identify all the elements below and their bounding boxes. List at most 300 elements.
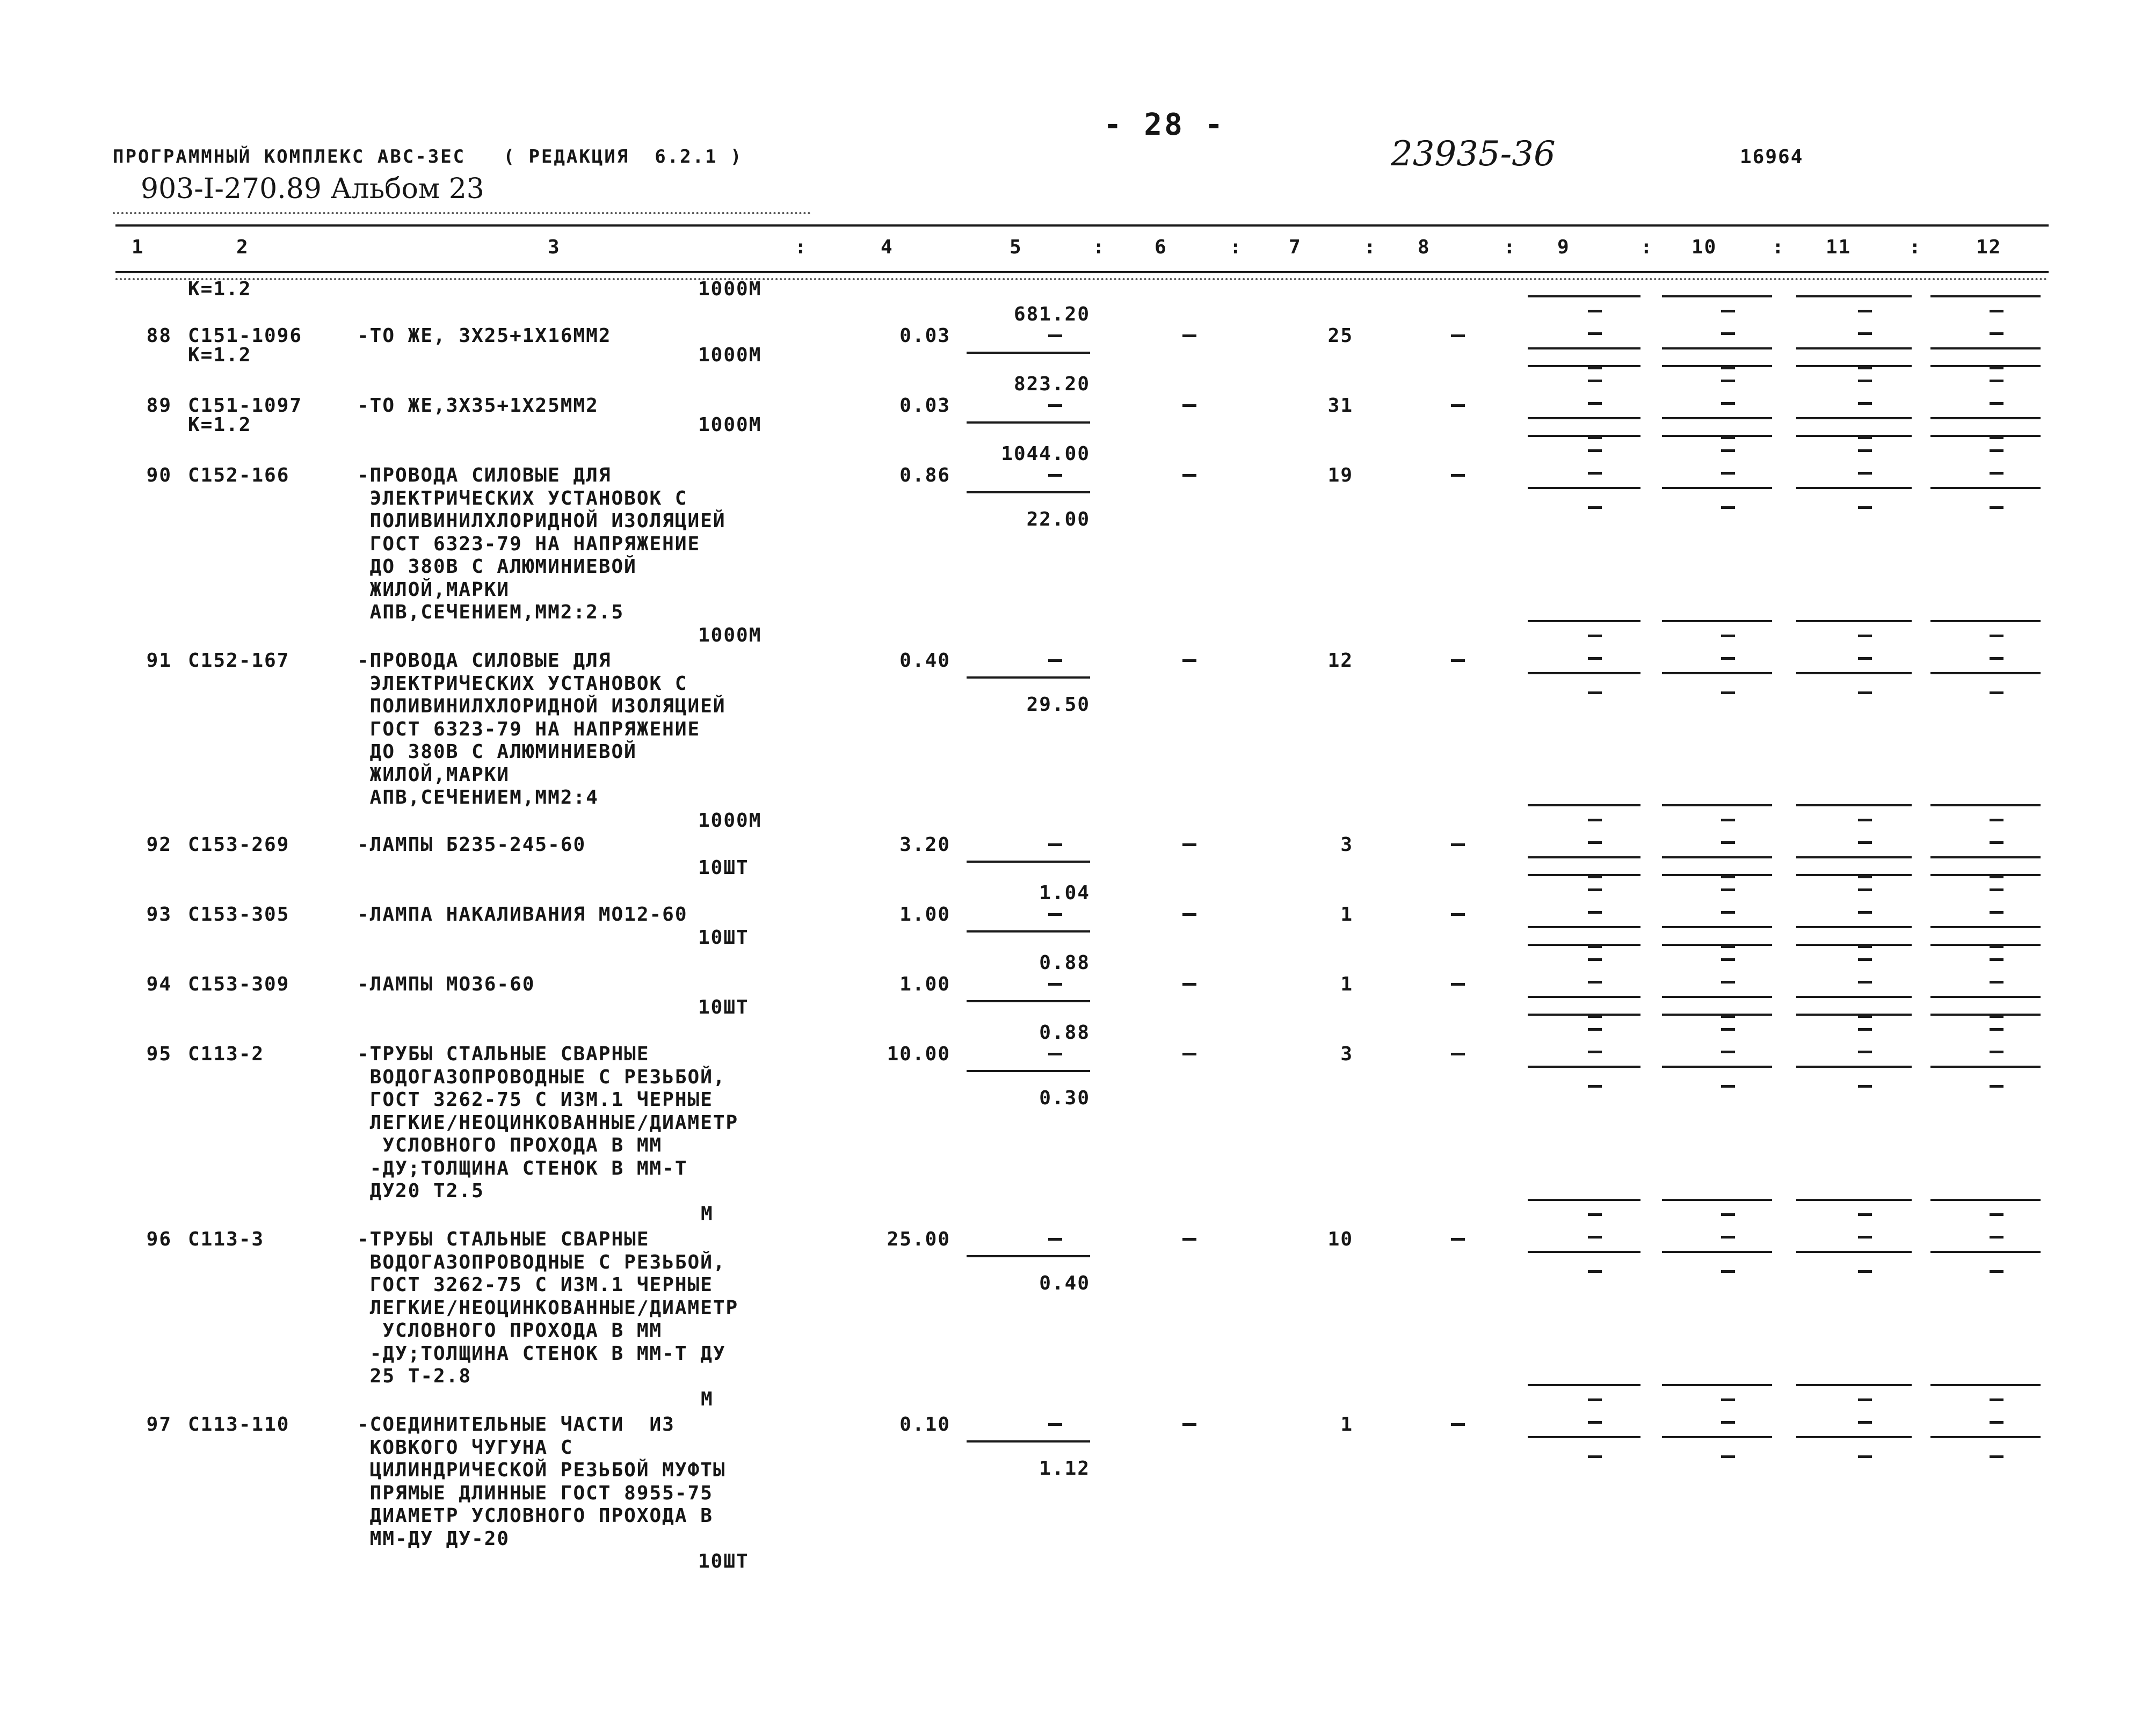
row-description-line: АПВ,СЕЧЕНИЕМ,ММ2:4: [357, 786, 599, 808]
row-col8-dash: [1451, 404, 1465, 407]
row-col9-fraction-line: [1528, 856, 1640, 858]
row-col12-dash-mid: [1990, 1236, 2003, 1239]
column-separator: :: [1909, 236, 1922, 258]
row-col12-dash-mid: [1990, 981, 2003, 984]
row-col9-dash-bottom: [1588, 1455, 1602, 1458]
row-description-line: ЛЕГКИЕ/НЕОЦИНКОВАННЫЕ/ДИАМЕТР: [357, 1111, 739, 1134]
row-col9-fraction-line: [1528, 926, 1640, 928]
row-col12-fraction-line: [1930, 672, 2041, 674]
row-col10-dash-top: [1721, 380, 1735, 382]
row-col9-separator: [1528, 1014, 1640, 1016]
column-separator: :: [795, 236, 808, 258]
row-col9-separator: [1528, 944, 1640, 946]
row-col9-dash-top: [1588, 380, 1602, 382]
row-col11-dash-mid: [1858, 1421, 1872, 1424]
row-col12-separator: [1930, 620, 2041, 622]
row-description-line: ЖИЛОЙ,МАРКИ: [357, 578, 510, 601]
row-col9-fraction-line: [1528, 347, 1640, 349]
row-col11-dash-bottom: [1858, 1270, 1872, 1273]
row-col11-dash-bottom: [1858, 506, 1872, 509]
row-col10-separator: [1662, 620, 1772, 622]
row-col8-dash: [1451, 983, 1465, 986]
row-col5-bottom: 29.50: [1026, 694, 1090, 716]
row-col12-dash-top: [1990, 1398, 2003, 1401]
row-col11-separator: [1796, 620, 1912, 622]
row-col4-value: 0.03: [899, 325, 950, 347]
row-code: C151-1097: [188, 395, 303, 417]
row-col10-fraction-line: [1662, 347, 1772, 349]
row-col9-dash-mid: [1588, 402, 1602, 405]
column-header-2: 2: [236, 236, 249, 258]
row-col11-fraction-line: [1796, 487, 1912, 489]
row-col8-dash: [1451, 1423, 1465, 1426]
row-col9-dash-top: [1588, 310, 1602, 312]
row-col9-dash-mid: [1588, 841, 1602, 844]
row-description-line: 25 Т-2.8: [357, 1365, 472, 1387]
row-col5-dash: [1048, 1053, 1062, 1055]
row-col9-separator: [1528, 295, 1640, 297]
row-description-line: ДО 380В С АЛЮМИНИЕВОЙ: [357, 741, 637, 763]
row-code: C113-110: [188, 1414, 290, 1436]
row-col6-dash: [1182, 1423, 1196, 1426]
row-col9-dash-bottom: [1588, 506, 1602, 509]
row-col11-dash-top: [1858, 380, 1872, 382]
column-header-1: 1: [132, 236, 144, 258]
row-description-line: ДО 380В С АЛЮМИНИЕВОЙ: [357, 556, 637, 578]
row-col12-dash-mid: [1990, 332, 2003, 335]
row-col8-dash: [1451, 843, 1465, 846]
row-col12-fraction-line: [1930, 1436, 2041, 1438]
row-number: 93: [146, 904, 172, 926]
column-header-7: 7: [1289, 236, 1302, 258]
program-line: ПРОГРАММНЫЙ КОМПЛЕКС АВС-3ЕС ( РЕДАКЦИЯ 6.2.1 ): [113, 146, 743, 167]
row-col11-dash-top: [1858, 449, 1872, 452]
row-description-line: -ТО ЖЕ, 3X25+1X16MM2: [357, 325, 612, 347]
row-col10-dash-top: [1721, 1398, 1735, 1401]
row-col10-dash-top: [1721, 1213, 1735, 1216]
row-description-line: ПОЛИВИНИЛХЛОРИДНОЙ ИЗОЛЯЦИЕЙ: [357, 695, 726, 717]
header-dotted-rule: [113, 212, 811, 214]
row-col10-dash-top: [1721, 449, 1735, 452]
row-number: 97: [146, 1414, 172, 1436]
row-col9-dash-top: [1588, 819, 1602, 821]
row-col12-fraction-line: [1930, 417, 2041, 419]
column-header-rule: [115, 271, 2049, 273]
row-description-line: ВОДОГАЗОПРОВОДНЫЕ С РЕЗЬБОЙ,: [357, 1251, 726, 1273]
row-number: 94: [146, 973, 172, 995]
row-col10-dash-top: [1721, 888, 1735, 891]
row-col11-fraction-line: [1796, 347, 1912, 349]
row-code: C113-3: [188, 1228, 265, 1250]
row-col5-fraction-line: [967, 1000, 1090, 1002]
row-description-line: -ЛАМПА НАКАЛИВАНИЯ МО12-60: [357, 904, 688, 926]
row-unit: M: [701, 1203, 714, 1225]
row-col5-dash: [1048, 474, 1062, 477]
row-col9-fraction-line: [1528, 1251, 1640, 1253]
row-unit: M: [701, 1388, 714, 1410]
row-col9-dash-top: [1588, 449, 1602, 452]
row-col10-dash-mid: [1721, 1051, 1735, 1053]
row-col10-dash-mid: [1721, 1236, 1735, 1239]
row-col10-dash-top: [1721, 310, 1735, 312]
top-fragment-k: K=1.2: [188, 278, 252, 300]
row-description-line: -ПРОВОДА СИЛОВЫЕ ДЛЯ: [357, 464, 612, 486]
row-col10-dash-bottom: [1721, 506, 1735, 509]
row-unit: 1000M: [698, 624, 762, 646]
row-col5-top: 1044.00: [1001, 443, 1090, 465]
row-col9-separator: [1528, 1199, 1640, 1201]
row-col11-dash-bottom: [1858, 691, 1872, 694]
row-description-line: ЭЛЕКТРИЧЕСКИХ УСТАНОВОК С: [357, 672, 688, 695]
row-col6-dash: [1182, 1053, 1196, 1055]
row-col10-separator: [1662, 804, 1772, 806]
row-number: 95: [146, 1043, 172, 1065]
row-col12-separator: [1930, 295, 2041, 297]
row-col12-dash-top: [1990, 819, 2003, 821]
row-col9-dash-mid: [1588, 1236, 1602, 1239]
row-description-line: ПРЯМЫЕ ДЛИННЫЕ ГОСТ 8955-75: [357, 1482, 713, 1504]
row-col10-dash-top: [1721, 819, 1735, 821]
row-col4-value: 0.40: [899, 650, 950, 672]
row-col10-separator: [1662, 874, 1772, 876]
row-col12-dash-mid: [1990, 402, 2003, 405]
row-description-line: ММ-ДУ ДУ-20: [357, 1527, 510, 1550]
column-separator: :: [1364, 236, 1377, 258]
row-col6-dash: [1182, 1238, 1196, 1241]
column-separator: :: [1640, 236, 1653, 258]
row-col11-dash-top: [1858, 819, 1872, 821]
row-col10-fraction-line: [1662, 672, 1772, 674]
row-col10-separator: [1662, 295, 1772, 297]
row-description-line: ГОСТ 6323-79 НА НАПРЯЖЕНИЕ: [357, 533, 701, 555]
row-col10-dash-bottom: [1721, 691, 1735, 694]
row-col12-dash-mid: [1990, 1051, 2003, 1053]
row-col11-dash-top: [1858, 1213, 1872, 1216]
row-col10-dash-mid: [1721, 332, 1735, 335]
row-col9-fraction-line: [1528, 1436, 1640, 1438]
row-col9-dash-top: [1588, 1213, 1602, 1216]
row-col12-separator: [1930, 944, 2041, 946]
row-col7-value: 1: [1340, 1414, 1353, 1436]
row-col6-dash: [1182, 983, 1196, 986]
row-number: 88: [146, 325, 172, 347]
row-description-line: ДИАМЕТР УСЛОВНОГО ПРОХОДА В: [357, 1505, 713, 1527]
row-col10-separator: [1662, 1384, 1772, 1386]
row-col7-value: 25: [1327, 325, 1353, 347]
row-number: 89: [146, 395, 172, 417]
row-col4-value: 25.00: [887, 1228, 950, 1250]
column-header-12: 12: [1976, 236, 2002, 258]
row-col9-dash-mid: [1588, 657, 1602, 660]
column-separator: :: [1093, 236, 1106, 258]
row-col5-fraction-line: [967, 1440, 1090, 1443]
row-description-line: ГОСТ 6323-79 НА НАПРЯЖЕНИЕ: [357, 718, 701, 740]
row-col5-dash: [1048, 659, 1062, 662]
row-col10-dash-top: [1721, 1028, 1735, 1031]
row-description-line: -ЛАМПЫ МО36-60: [357, 973, 535, 995]
row-description-line: -ЛАМПЫ Б235-245-60: [357, 834, 586, 856]
row-description-line: ПОЛИВИНИЛХЛОРИДНОЙ ИЗОЛЯЦИЕЙ: [357, 510, 726, 532]
row-col12-dash-bottom: [1990, 1455, 2003, 1458]
row-unit: 10ШТ: [698, 996, 749, 1018]
row-col7-value: 10: [1327, 1228, 1353, 1250]
row-col4-value: 1.00: [899, 973, 950, 995]
row-col11-fraction-line: [1796, 856, 1912, 858]
row-col11-dash-mid: [1858, 1236, 1872, 1239]
row-col5-dash: [1048, 334, 1062, 337]
row-col11-fraction-line: [1796, 926, 1912, 928]
row-col12-separator: [1930, 365, 2041, 367]
row-col10-dash-mid: [1721, 911, 1735, 914]
row-col9-fraction-line: [1528, 417, 1640, 419]
row-description-line: -ТО ЖЕ,3X35+1X25MM2: [357, 395, 599, 417]
row-col10-fraction-line: [1662, 996, 1772, 998]
row-col5-fraction-line: [967, 421, 1090, 424]
row-col11-separator: [1796, 365, 1912, 367]
row-col5-fraction-line: [967, 861, 1090, 863]
row-col4-value: 0.03: [899, 395, 950, 417]
row-col10-dash-bottom: [1721, 1085, 1735, 1088]
row-col7-value: 12: [1327, 650, 1353, 672]
row-col9-separator: [1528, 804, 1640, 806]
row-col11-dash-bottom: [1858, 1455, 1872, 1458]
row-col12-fraction-line: [1930, 487, 2041, 489]
row-col12-separator: [1930, 435, 2041, 437]
row-col9-separator: [1528, 365, 1640, 367]
row-col12-dash-bottom: [1990, 1270, 2003, 1273]
row-col11-dash-mid: [1858, 332, 1872, 335]
row-description-line: -ДУ;ТОЛЩИНА СТЕНОК В ММ-Т ДУ: [357, 1342, 726, 1365]
row-col10-dash-top: [1721, 958, 1735, 961]
row-col6-dash: [1182, 404, 1196, 407]
row-col11-dash-top: [1858, 888, 1872, 891]
row-col10-separator: [1662, 365, 1772, 367]
row-col5-top: 0.88: [1039, 1022, 1090, 1044]
row-col12-dash-mid: [1990, 472, 2003, 475]
row-col6-dash: [1182, 659, 1196, 662]
row-col7-value: 3: [1340, 834, 1353, 856]
column-header-11: 11: [1826, 236, 1852, 258]
row-col5-fraction-line: [967, 930, 1090, 933]
row-description-line: АПВ,СЕЧЕНИЕМ,ММ2:2.5: [357, 601, 625, 623]
row-col9-dash-mid: [1588, 911, 1602, 914]
row-col5-bottom: 0.40: [1039, 1272, 1090, 1294]
row-col10-dash-mid: [1721, 402, 1735, 405]
row-description-line: ЖИЛОЙ,МАРКИ: [357, 763, 510, 786]
row-col12-dash-top: [1990, 310, 2003, 312]
row-col12-dash-mid: [1990, 657, 2003, 660]
row-col5-bottom: 0.30: [1039, 1087, 1090, 1109]
row-col11-dash-bottom: [1858, 1085, 1872, 1088]
row-col10-fraction-line: [1662, 1251, 1772, 1253]
row-col10-fraction-line: [1662, 926, 1772, 928]
row-col12-fraction-line: [1930, 347, 2041, 349]
row-col11-dash-top: [1858, 1028, 1872, 1031]
column-header-8: 8: [1418, 236, 1431, 258]
row-col12-dash-mid: [1990, 841, 2003, 844]
row-col12-fraction-line: [1930, 856, 2041, 858]
row-description-line: УСЛОВНОГО ПРОХОДА В ММ: [357, 1134, 663, 1156]
row-col4-value: 10.00: [887, 1043, 950, 1065]
row-col11-dash-mid: [1858, 472, 1872, 475]
row-col10-separator: [1662, 1014, 1772, 1016]
row-number: 96: [146, 1228, 172, 1250]
row-col7-value: 19: [1327, 464, 1353, 486]
row-col5-fraction-line: [967, 1255, 1090, 1257]
row-col9-separator: [1528, 435, 1640, 437]
row-col6-dash: [1182, 913, 1196, 916]
column-separator: :: [1230, 236, 1243, 258]
row-col12-separator: [1930, 804, 2041, 806]
row-col11-separator: [1796, 804, 1912, 806]
page-number: - 28 -: [1104, 107, 1225, 142]
row-code: C151-1096: [188, 325, 303, 347]
row-col12-dash-top: [1990, 635, 2003, 637]
row-col9-dash-bottom: [1588, 1270, 1602, 1273]
row-col5-dash: [1048, 1238, 1062, 1241]
row-description-line: ГОСТ 3262-75 С ИЗМ.1 ЧЕРНЫЕ: [357, 1274, 713, 1296]
row-col12-dash-mid: [1990, 1421, 2003, 1424]
row-col9-fraction-line: [1528, 487, 1640, 489]
row-col8-dash: [1451, 659, 1465, 662]
row-col9-dash-top: [1588, 958, 1602, 961]
doc-number: 16964: [1740, 146, 1804, 168]
column-header-6: 6: [1155, 236, 1167, 258]
row-col12-fraction-line: [1930, 1066, 2041, 1068]
row-col9-separator: [1528, 874, 1640, 876]
row-col4-value: 1.00: [899, 904, 950, 926]
row-col11-dash-mid: [1858, 402, 1872, 405]
row-col11-fraction-line: [1796, 417, 1912, 419]
row-col7-value: 1: [1340, 904, 1353, 926]
row-col4-value: 0.86: [899, 464, 950, 486]
row-col10-fraction-line: [1662, 417, 1772, 419]
row-col10-separator: [1662, 1199, 1772, 1201]
row-col9-fraction-line: [1528, 996, 1640, 998]
row-col9-dash-mid: [1588, 472, 1602, 475]
row-col10-dash-top: [1721, 635, 1735, 637]
row-col4-value: 0.10: [899, 1414, 950, 1436]
row-col5-dash: [1048, 913, 1062, 916]
row-description-line: УСЛОВНОГО ПРОХОДА В ММ: [357, 1320, 663, 1342]
table-top-rule: [115, 224, 2049, 227]
column-header-5: 5: [1010, 236, 1022, 258]
row-col11-dash-top: [1858, 1398, 1872, 1401]
row-col5-dash: [1048, 983, 1062, 986]
row-col8-dash: [1451, 474, 1465, 477]
album-title: 903-I-270.89 Альбом 23: [141, 173, 484, 205]
row-col11-dash-mid: [1858, 1051, 1872, 1053]
row-col10-dash-mid: [1721, 657, 1735, 660]
row-col11-fraction-line: [1796, 672, 1912, 674]
row-col12-separator: [1930, 1014, 2041, 1016]
row-description-line: ДУ20 Т2.5: [357, 1180, 484, 1202]
row-description-line: КОВКОГО ЧУГУНА С: [357, 1436, 574, 1459]
column-separator: :: [1504, 236, 1516, 258]
column-header-10: 10: [1692, 236, 1717, 258]
row-unit: 1000M: [698, 809, 762, 832]
row-description-line: ЭЛЕКТРИЧЕСКИХ УСТАНОВОК С: [357, 487, 688, 509]
row-col9-dash-mid: [1588, 1421, 1602, 1424]
row-number: 90: [146, 464, 172, 486]
row-col12-fraction-line: [1930, 996, 2041, 998]
row-unit: 10ШТ: [698, 1550, 749, 1572]
row-description-line: ЛЕГКИЕ/НЕОЦИНКОВАННЫЕ/ДИАМЕТР: [357, 1296, 739, 1319]
row-col11-separator: [1796, 1014, 1912, 1016]
row-col12-separator: [1930, 874, 2041, 876]
top-fragment-unit: 1000M: [698, 278, 762, 300]
row-description-line: -ПРОВОДА СИЛОВЫЕ ДЛЯ: [357, 650, 612, 672]
row-col12-dash-mid: [1990, 911, 2003, 914]
row-description-line: -ТРУБЫ СТАЛЬНЫЕ СВАРНЫЕ: [357, 1228, 650, 1250]
row-col11-dash-mid: [1858, 911, 1872, 914]
row-col5-top: 1.04: [1039, 882, 1090, 904]
row-description-line: ГОСТ 3262-75 С ИЗМ.1 ЧЕРНЫЕ: [357, 1089, 713, 1111]
row-coefficient: K=1.2: [188, 344, 252, 366]
row-col10-fraction-line: [1662, 856, 1772, 858]
row-code: C113-2: [188, 1043, 265, 1065]
row-col10-fraction-line: [1662, 1066, 1772, 1068]
row-col5-top: 681.20: [1013, 303, 1090, 325]
row-col11-separator: [1796, 944, 1912, 946]
row-description-line: ВОДОГАЗОПРОВОДНЫЕ С РЕЗЬБОЙ,: [357, 1066, 726, 1088]
row-col11-dash-top: [1858, 635, 1872, 637]
row-col11-dash-mid: [1858, 841, 1872, 844]
row-description-line: -ТРУБЫ СТАЛЬНЫЕ СВАРНЫЕ: [357, 1043, 650, 1065]
row-col12-dash-bottom: [1990, 1085, 2003, 1088]
row-col10-fraction-line: [1662, 1436, 1772, 1438]
row-col12-dash-top: [1990, 1028, 2003, 1031]
row-col5-fraction-line: [967, 352, 1090, 354]
row-col8-dash: [1451, 1053, 1465, 1055]
handwritten-code: 23935-36: [1391, 134, 1556, 174]
row-col11-dash-top: [1858, 958, 1872, 961]
row-col9-dash-bottom: [1588, 1085, 1602, 1088]
row-col10-dash-bottom: [1721, 1455, 1735, 1458]
column-separator: :: [1772, 236, 1785, 258]
row-col5-bottom: 1.12: [1039, 1458, 1090, 1480]
row-description-line: ЦИЛИНДРИЧЕСКОЙ РЕЗЬБОЙ МУФТЫ: [357, 1459, 726, 1481]
row-col9-dash-top: [1588, 635, 1602, 637]
row-col12-dash-bottom: [1990, 691, 2003, 694]
row-col11-dash-mid: [1858, 657, 1872, 660]
row-col6-dash: [1182, 843, 1196, 846]
row-col8-dash: [1451, 913, 1465, 916]
row-col9-separator: [1528, 620, 1640, 622]
row-col11-dash-mid: [1858, 981, 1872, 984]
row-col12-dash-top: [1990, 888, 2003, 891]
row-col12-dash-bottom: [1990, 506, 2003, 509]
row-col9-fraction-line: [1528, 1066, 1640, 1068]
row-col6-dash: [1182, 334, 1196, 337]
row-col6-dash: [1182, 474, 1196, 477]
row-col12-fraction-line: [1930, 926, 2041, 928]
row-col10-fraction-line: [1662, 487, 1772, 489]
row-col11-separator: [1796, 295, 1912, 297]
column-header-9: 9: [1557, 236, 1570, 258]
row-col11-fraction-line: [1796, 996, 1912, 998]
row-col11-separator: [1796, 435, 1912, 437]
row-col7-value: 1: [1340, 973, 1353, 995]
row-col5-fraction-line: [967, 1070, 1090, 1072]
row-col9-dash-mid: [1588, 332, 1602, 335]
row-number: 92: [146, 834, 172, 856]
row-col9-dash-mid: [1588, 981, 1602, 984]
row-col12-separator: [1930, 1384, 2041, 1386]
row-code: C153-269: [188, 834, 290, 856]
row-code: C152-166: [188, 464, 290, 486]
row-col12-dash-top: [1990, 958, 2003, 961]
